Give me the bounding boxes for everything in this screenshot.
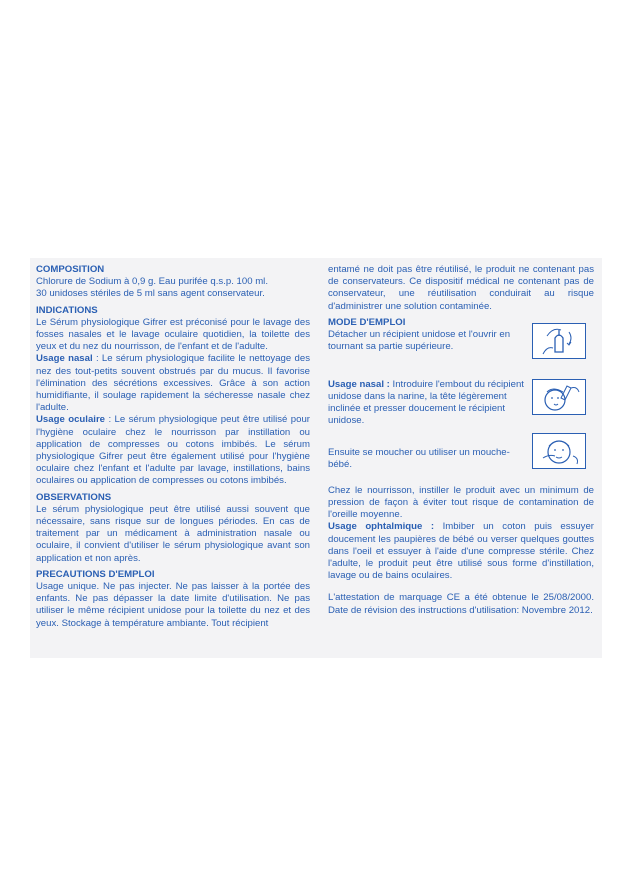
observations-title: OBSERVATIONS [36, 491, 112, 503]
mode-step-1-row [328, 317, 594, 373]
usage-nasal-paragraph [36, 353, 310, 414]
leaflet-panel [30, 258, 602, 658]
precautions-text: Usage unique. Ne pas injecter. Ne pas laisser à la portée des enfants. Ne pas dépasser la date limite d'utilisation. Ne pas utiliser le même récipient unidose pour la toilette du nez et des yeux. Stockage à température ambiante. Tout récipient [36, 581, 310, 629]
mode-step-3: Ensuite se moucher ou utiliser un mouche-bébé. [328, 446, 510, 471]
precautions-title: PRECAUTIONS D'EMPLOI [36, 568, 155, 580]
mode-step-2-row [328, 373, 594, 429]
mode-step-2-label: Usage nasal : [328, 378, 390, 390]
nourrisson-text: Chez le nourrisson, instiller le produit avec un minimum de pression de façon à éviter tout risque de contamination de l'oreille moyenne. [328, 484, 594, 521]
usage-nasal-label: Usage nasal [36, 353, 93, 365]
usage-oculaire-paragraph [36, 414, 310, 487]
usage-oculaire-label: Usage oculaire [36, 414, 106, 426]
usage-ophtalmique-paragraph [328, 521, 594, 582]
mode-step-2 [328, 379, 528, 428]
observations-text: Le sérum physiologique peut être utilisé aussi souvent que nécessaire, sans risque sur de longues périodes. En cas de traitement par un médicament à administration nasale ou oculaire, il convient d'utiliser le sérum physiologique avant son application et non après. [36, 503, 310, 564]
unidose-twist-icon [532, 323, 586, 359]
attestation-text: L'attestation de marquage CE a été obtenue le 25/08/2000. Date de révision des instructions d'utilisation: Novembre 2012. [328, 592, 594, 616]
mode-title: MODE D'EMPLOI [328, 316, 406, 328]
usage-oculaire-text: : Le sérum physiologique peut être utilisé pour l'hygiène oculaire chez le nourrisson par instillation ou application de compresses ou cotons imbibés. Le sérum physiologique Gifrer peut être également utilisé pour l'hygiène oculaire chez l'enfant et l'adulte par lavage, instillations, bains oculaires ou application de compresses ou cotons imbibés. [36, 414, 310, 487]
mode-step-2-text: Introduire l'embout du récipient unidose dans la narine, la tête légèrement inclinée et presser doucement le récipient unidose. [328, 378, 524, 427]
composition-title: COMPOSITION [36, 264, 105, 275]
composition-line-1: Chlorure de Sodium à 0,9 g. Eau purifée q.s.p. 100 ml. [36, 276, 268, 288]
usage-nasal-text: : Le sérum physiologique facilite le nettoyage des nez des tout-petits souvent obstrués par du mucus. Il favorise l'élimination des sécrétions excessives. Grâce à son action humidifiante, il soulage rapidement la sécheresse nasale chez l'adulte. [36, 353, 310, 414]
right-column [328, 264, 594, 617]
usage-ophtalmique-label: Usage ophtalmique : [328, 521, 435, 533]
nasal-application-icon [532, 379, 586, 415]
usage-ophtalmique-text: Imbiber un coton puis essuyer doucement les paupières de bébé ou verser quelques gouttes dans l'oeil et essuyer à l'aide d'une compresse stérile. Chez l'adulte, le produit peut être utilisé sous forme d'instillation, lavage ou de bains oculaires. [328, 521, 594, 582]
composition-line-2: 30 unidoses stériles de 5 ml sans agent conservateur. [36, 288, 265, 300]
indications-text: Le Sérum physiologique Gifrer est préconisé pour le lavage des fosses nasales et le lavage oculaire quotidien, la toilette des yeux et du nez du nourrisson, de l'enfant et de l'adulte. [36, 316, 310, 353]
indications-title: INDICATIONS [36, 304, 98, 316]
baby-nose-blow-icon [532, 433, 586, 469]
continuation-text: entamé ne doit pas être réutilisé, le produit ne contenant pas de conservateurs. Ce dispositif médical ne contenant pas de conservateur, une réutilisation conduirait au risque d'administrer une solution contaminée. [328, 264, 594, 312]
left-column [36, 264, 310, 630]
mode-step-1: Détacher un récipient unidose et l'ouvrir en tournant sa partie supérieure. [328, 329, 511, 353]
mode-step-3-row [328, 429, 594, 475]
